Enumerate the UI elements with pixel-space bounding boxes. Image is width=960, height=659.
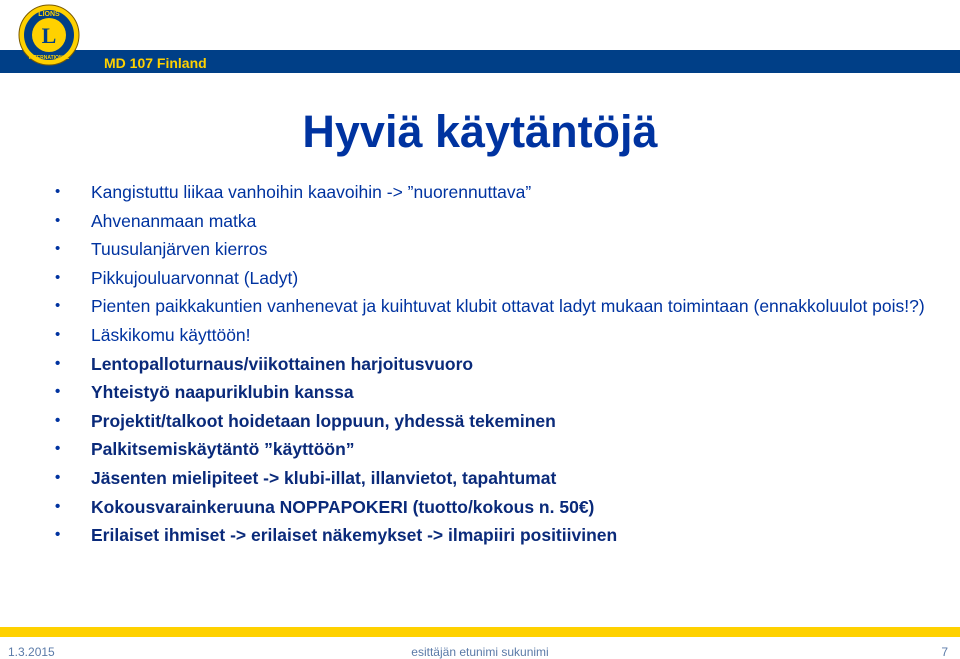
district-label: MD 107 Finland: [104, 55, 207, 71]
bullet-item: • Kangistuttu liikaa vanhoihin kaavoihin -> ”nuorennuttava”: [55, 178, 935, 207]
bullet-item: • Yhteistyö naapuriklubin kanssa: [55, 378, 935, 407]
footer-gold-bar: [0, 627, 960, 637]
bullet-item: • Jäsenten mielipiteet -> klubi-illat, illanvietot, tapahtumat: [55, 464, 935, 493]
footer-date: 1.3.2015: [8, 645, 55, 659]
slide-title: [0, 106, 960, 158]
bullet-item: • Erilaiset ihmiset -> erilaiset näkemykset -> ilmapiiri positiivinen: [55, 521, 935, 550]
svg-text:L: L: [41, 23, 57, 48]
bullet-item: • Läskikomu käyttöön!: [55, 321, 935, 350]
bullet-item: • Tuusulanjärven kierros: [55, 235, 935, 264]
bullet-item: • Ahvenanmaan matka: [55, 207, 935, 236]
org-name: Lions Clubs International: [104, 30, 341, 53]
page-number: 7: [941, 645, 948, 659]
lions-emblem-icon: [18, 4, 80, 66]
bullet-item: • Projektit/talkoot hoidetaan loppuun, yhdessä tekeminen: [55, 407, 935, 436]
bullet-list: [55, 178, 935, 550]
svg-text:INTERNATIONAL: INTERNATIONAL: [28, 55, 70, 61]
footer-presenter: esittäjän etunimi sukunimi: [411, 645, 549, 659]
svg-text:LIONS: LIONS: [38, 11, 60, 18]
bullet-item: • Pikkujouluarvonnat (Ladyt): [55, 264, 935, 293]
bullet-item: • Palkitsemiskäytäntö ”käyttöön”: [55, 435, 935, 464]
bullet-item: • Lentopalloturnaus/viikottainen harjoitusvuoro: [55, 350, 935, 379]
bullet-item: • Kokousvarainkeruuna NOPPAPOKERI (tuotto/kokous n. 50€): [55, 493, 935, 522]
slide-title-text: Hyviä käytäntöjä: [302, 106, 658, 157]
bullet-item: • Pienten paikkakuntien vanhenevat ja kuihtuvat klubit ottavat ladyt mukaan toimintaan (ennakkoluulot pois!?): [55, 292, 935, 321]
